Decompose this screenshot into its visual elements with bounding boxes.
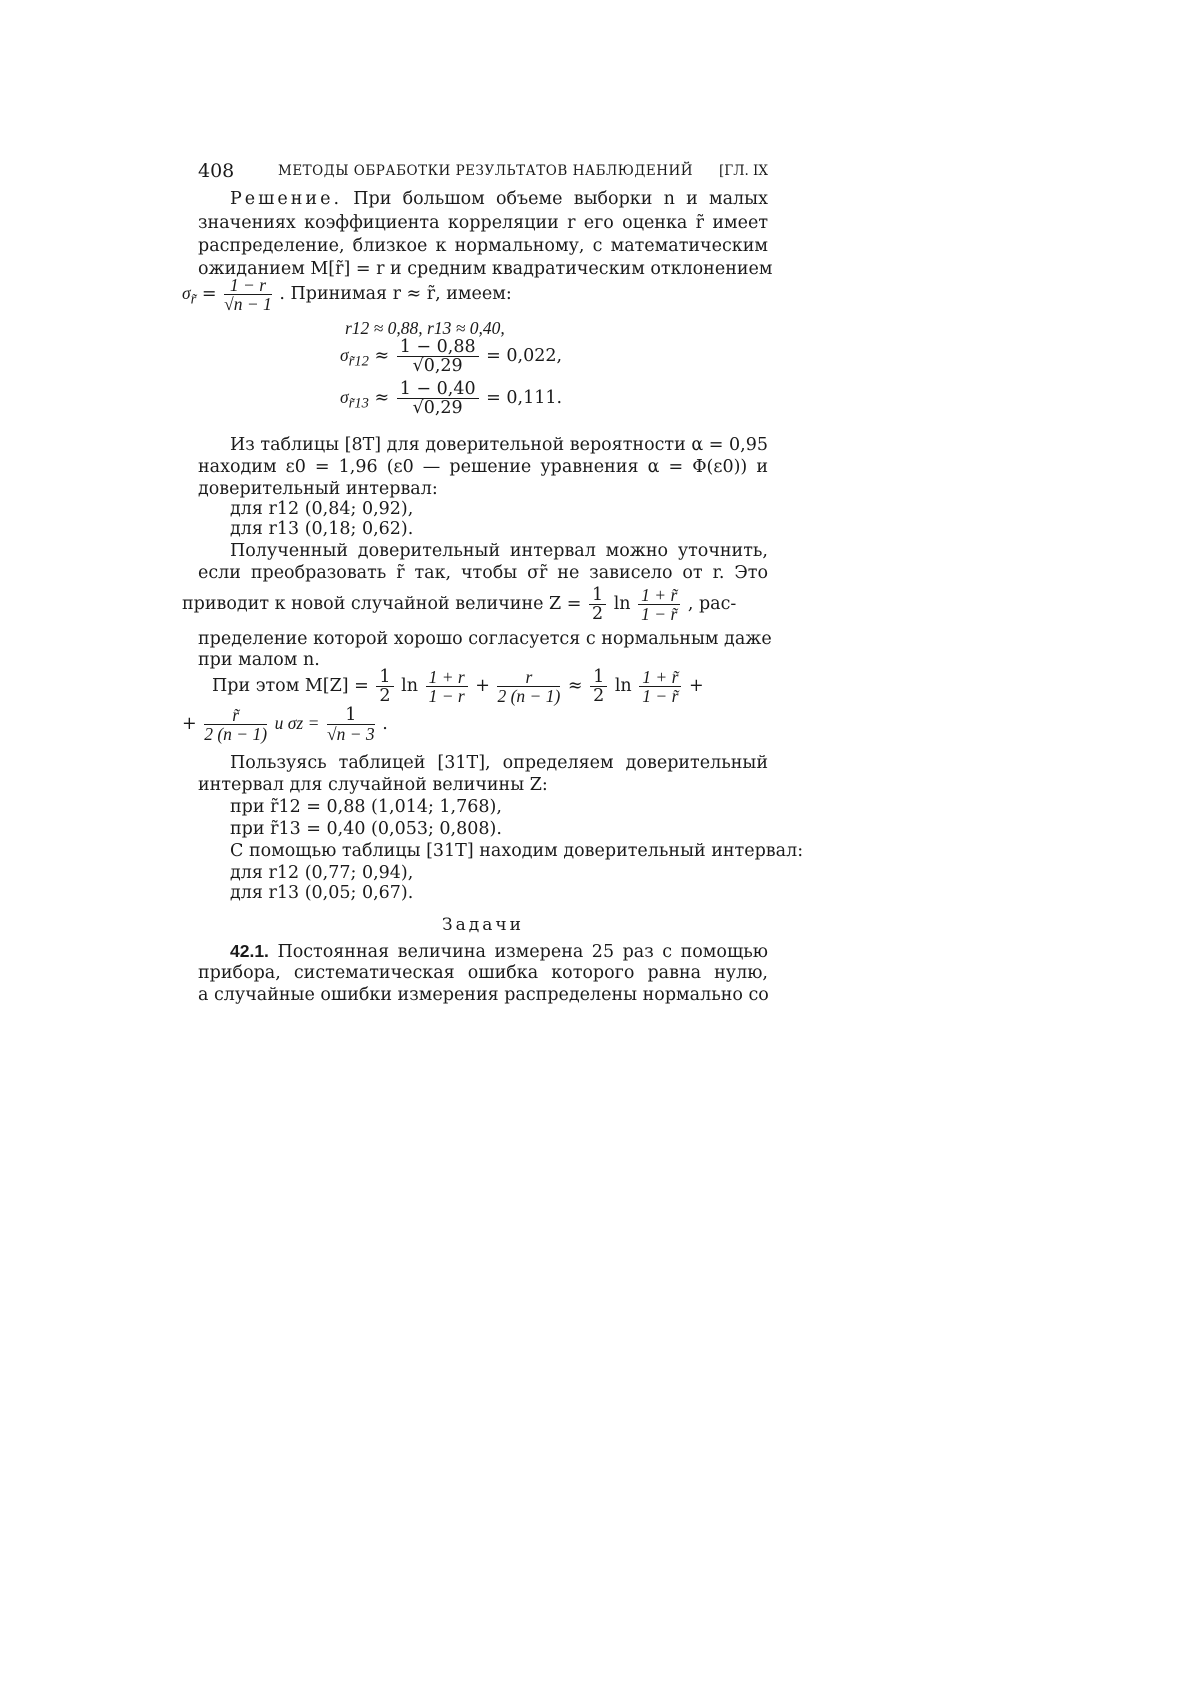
task-line-2: прибора, систематическая ошибка которого равна нулю, [198, 963, 768, 983]
running-title: МЕТОДЫ ОБРАБОТКИ РЕЗУЛЬТАТОВ НАБЛЮДЕНИЙ [278, 163, 694, 179]
chapter-label: [ГЛ. IX [719, 163, 768, 179]
eq2-numerator: 1 − 0,88 [397, 338, 479, 357]
eq2-denominator: √0,29 [412, 356, 463, 376]
sigma-fraction [224, 276, 272, 313]
para5-line-7: для r13 (0,05; 0,67). [230, 883, 414, 903]
task-line-3: а случайные ошибки измерения распределены нормально со [198, 985, 769, 1005]
sigma-numerator: 1 − r [224, 276, 272, 295]
para5-line-4: при r̃13 = 0,40 (0,053; 0,808). [230, 819, 502, 839]
para5-line-5: С помощью таблицы [31T] находим доверительный интервал: [230, 841, 804, 861]
sigma-z-formula: + $\frac{r̃}{2 (n - 1)}$ и σz = $\frac{1}{√n - 3}$ . [182, 705, 388, 744]
para3-line-1: Полученный доверительный интервал можно уточнить, [230, 541, 768, 561]
solution-line-2: значениях коэффициента корреляции r его оценка r̃ имеет [198, 213, 768, 233]
page-number: 408 [198, 160, 235, 182]
para2-line-3: доверительный интервал: [198, 479, 438, 499]
para2-line-5: для r13 (0,18; 0,62). [230, 519, 414, 539]
expectation-label: При этом M[Z] = [212, 676, 369, 696]
para3-line-2: если преобразовать r̃ так, чтобы σr̃ не зависело от r. Это [198, 563, 768, 583]
task-text-1: Постоянная величина измерена 25 раз с помощью [277, 942, 768, 962]
para3-line-3: приводит к новой случайной величине Z = $\frac{1}{2}$ ln $\frac{1 + r̃}{1 - r̃}$ , рас- [182, 585, 737, 624]
para2-line-1: Из таблицы [8T] для доверительной вероятности α = 0,95 [230, 435, 768, 455]
para2-line-2: находим ε0 = 1,96 (ε0 — решение уравнения α = Φ(ε0)) и [198, 457, 768, 477]
task-number: 42.1. [230, 941, 269, 961]
sigma-formula: $\sigma_{r̃}$ = $\frac{1 - r}{√n - 1}$ . Принимая r ≈ r̃, имеем: [182, 275, 512, 314]
expectation-formula: При этом M[Z] = $\frac{1}{2}$ ln $\frac{1 + r}{1 - r}$ + $\frac{r}{2 (n - 1)}$ ≈ $\frac{1}{2}$ ln $\frac{1 + r̃}{1 - r̃}$ + [212, 667, 704, 706]
tasks-heading: Задачи [442, 915, 524, 935]
sigma-z-label: и σz = [274, 713, 320, 733]
equation-sigma-r13: $\sigma_{r̃13}$ ≈ $\frac{1 - 0,40}{√0,29}$ = 0,111. [340, 379, 563, 418]
para3-line-4: пределение которой хорошо согласуется с нормальным даже [198, 629, 772, 649]
eq3-result: = 0,111. [486, 388, 563, 408]
para2-line-4: для r12 (0,84; 0,92), [230, 499, 414, 519]
eq3-denominator: √0,29 [412, 398, 463, 418]
para5-line-2: интервал для случайной величины Z: [198, 775, 548, 795]
solution-text-1: При большом объеме выборки n и малых [353, 189, 768, 209]
assume-text: . Принимая r ≈ r̃, имеем: [279, 284, 512, 304]
para3-line-5: при малом n. [198, 650, 320, 670]
eq2-result: = 0,022, [486, 346, 563, 366]
solution-line-1 [230, 188, 768, 210]
equation-r-values: r12 ≈ 0,88, r13 ≈ 0,40, [345, 318, 505, 338]
running-header [198, 160, 768, 183]
sigma-denominator: √n − 1 [224, 294, 272, 314]
sigma-z-denominator: √n − 3 [326, 724, 375, 744]
z-definition-tail: , рас- [687, 594, 737, 614]
equation-sigma-r12: $\sigma_{r̃12}$ ≈ $\frac{1 - 0,88}{√0,29}$ = 0,022, [340, 337, 563, 376]
solution-label: Решение. [230, 189, 343, 209]
task-line-1 [230, 940, 768, 963]
solution-line-3: распределение, близкое к нормальному, с математическим [198, 236, 768, 256]
eq3-numerator: 1 − 0,40 [397, 380, 479, 399]
para5-line-1: Пользуясь таблицей [31T], определяем доверительный [230, 753, 768, 773]
solution-line-4: ожиданием M[r̃] = r и средним квадратическим отклонением [198, 259, 773, 279]
para5-line-6: для r12 (0,77; 0,94), [230, 863, 414, 883]
sigma-lhs: σ [182, 283, 191, 303]
z-definition-text: приводит к новой случайной величине Z = [182, 594, 582, 614]
para5-line-3: при r̃12 = 0,88 (1,014; 1,768), [230, 797, 502, 817]
